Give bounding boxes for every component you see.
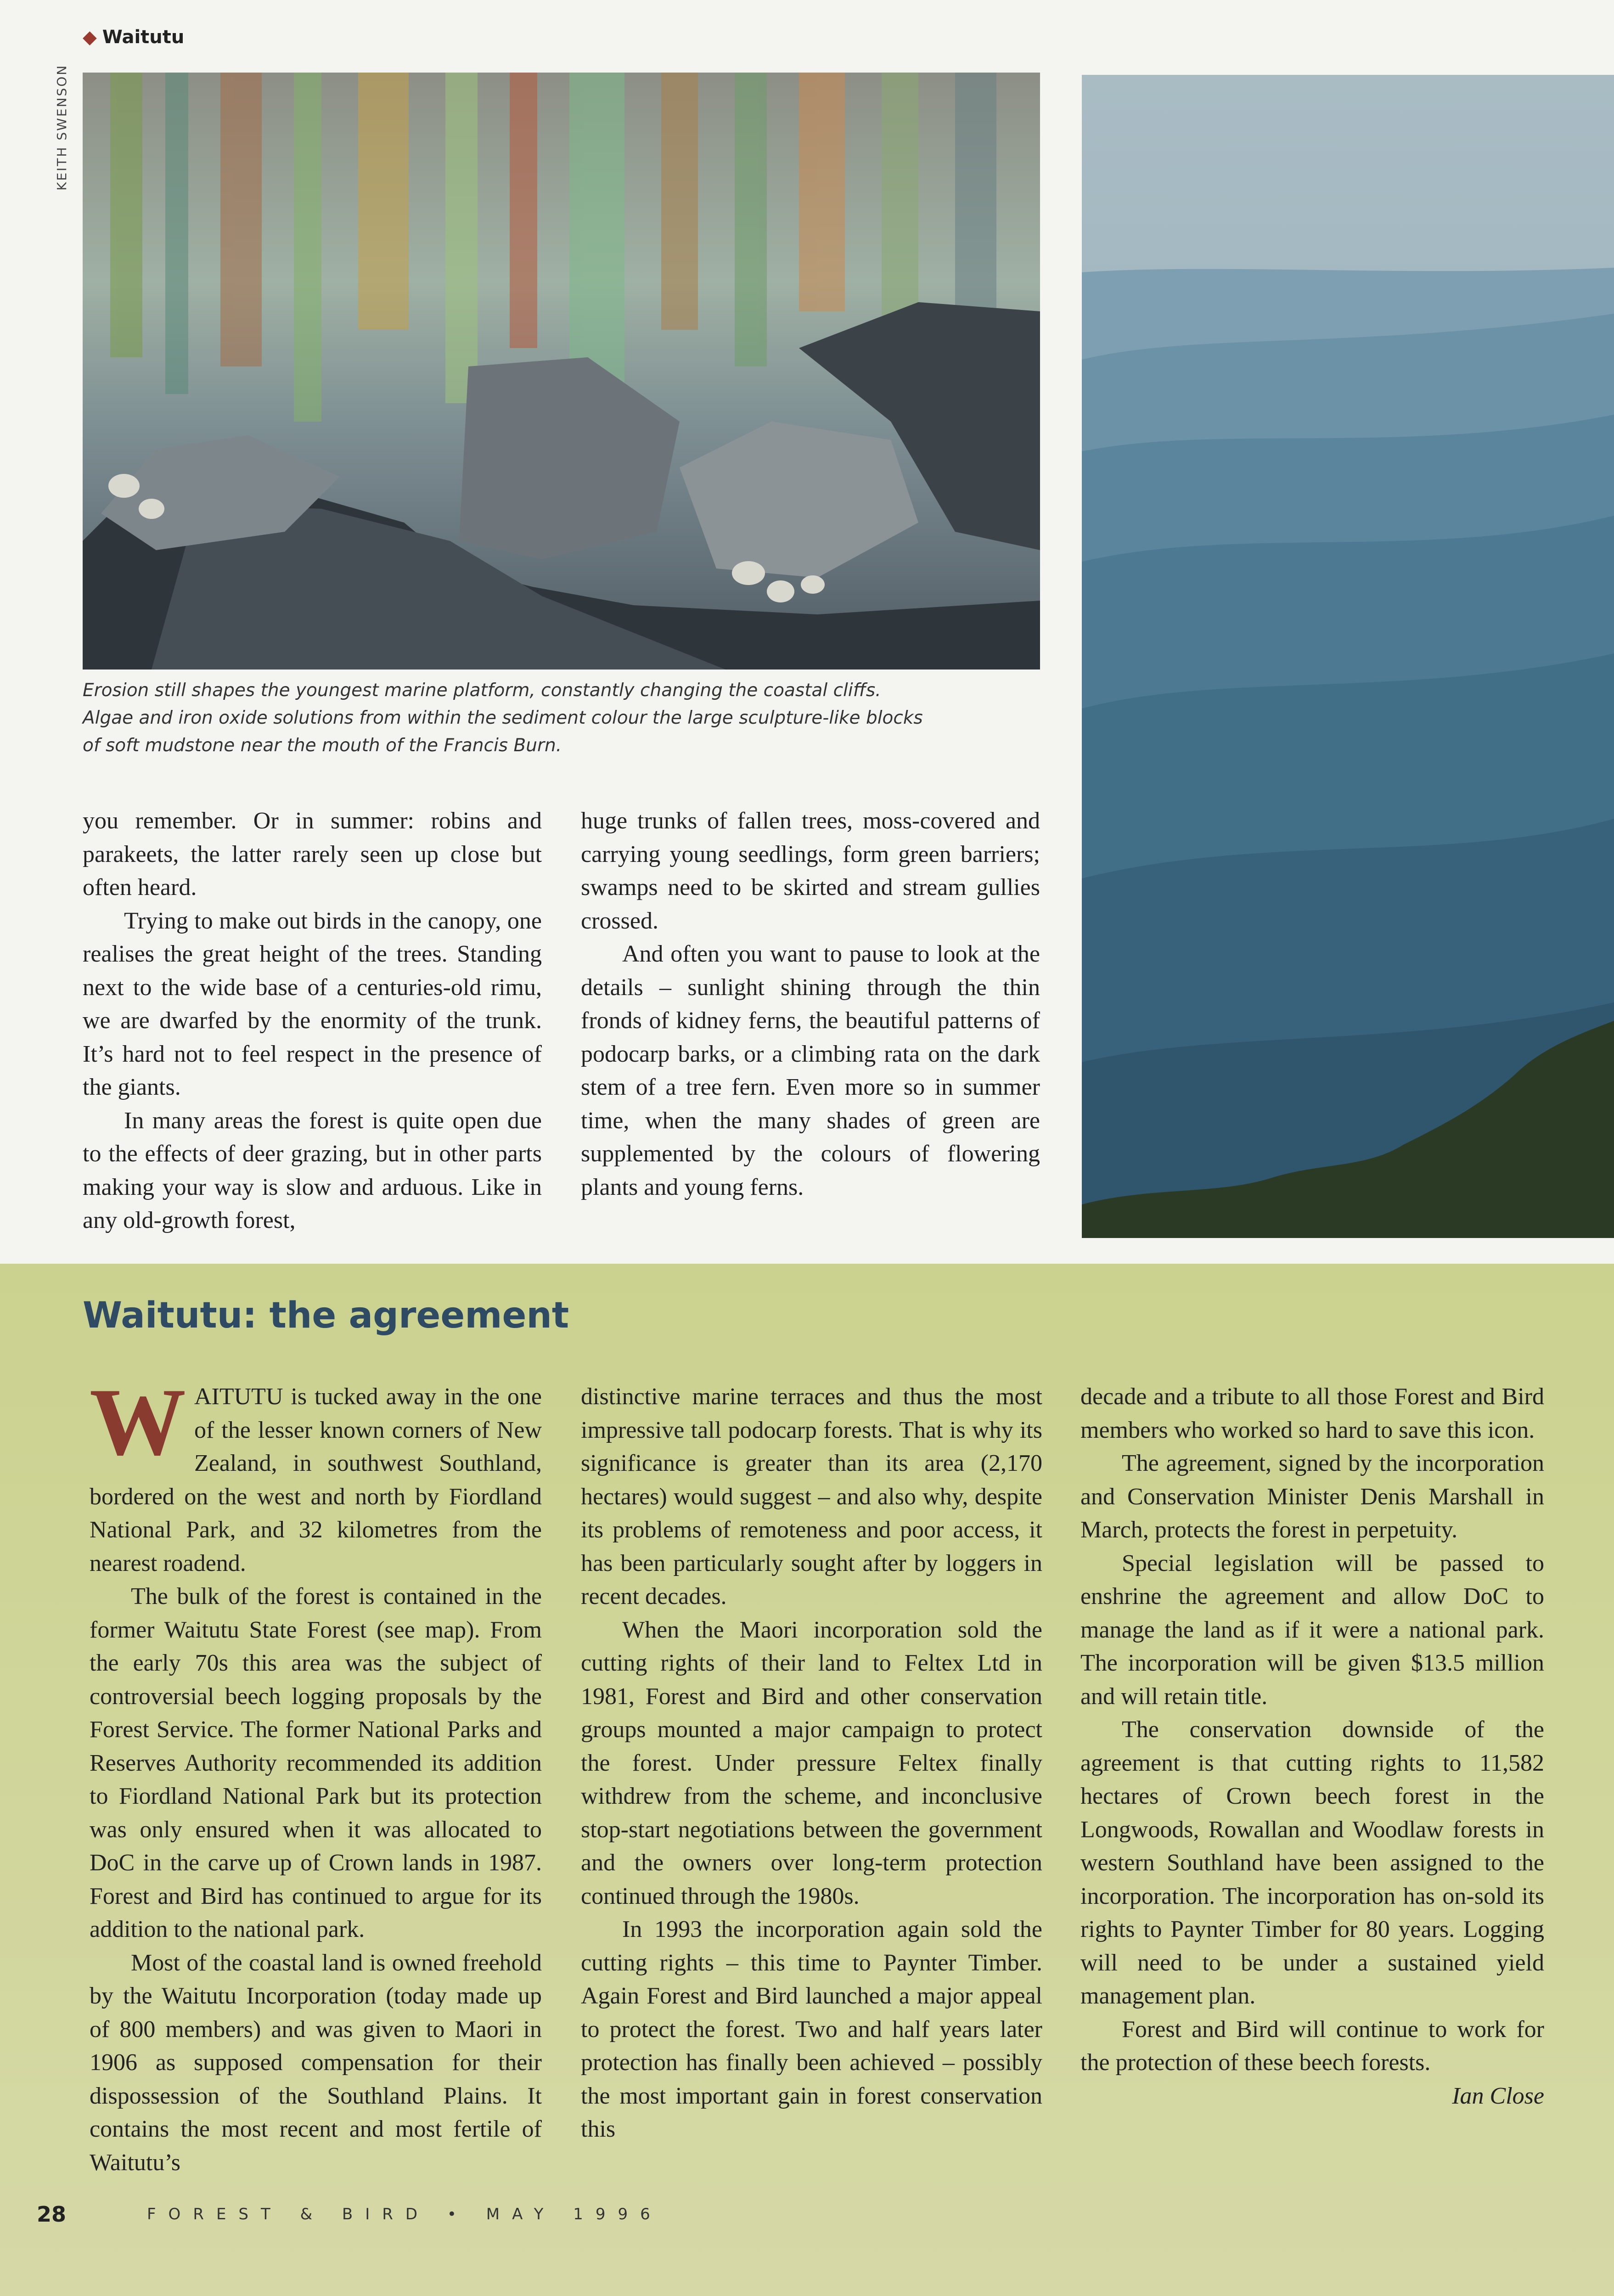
article-column-1 (83, 805, 542, 1238)
cliff-photo (83, 73, 1040, 670)
caption-line: of soft mudstone near the mouth of the Francis Burn. (83, 735, 562, 756)
paragraph: In 1993 the incorporation again sold the cutting rights – this time to Paynter Timber. Again Forest and Bird launched a major appeal to protect the forest. Two and half years later protection has finally been achieved – possibly the most important gain in forest conservation this (581, 1916, 1042, 2142)
caption-line: Algae and iron oxide solutions from within the sediment colour the large sculpture-like blocks (83, 708, 923, 728)
photo-credit-text: KEITH SWENSON (54, 64, 69, 191)
photo-caption (83, 677, 1047, 760)
sidebar-column-3 (1080, 1380, 1544, 2113)
sidebar-column-1 (90, 1369, 542, 2179)
author-signature: Ian Close (1452, 2082, 1544, 2109)
paragraph: Trying to make out birds in the canopy, one realises the great height of the trees. Standing next to the wide base of a centuries-old rimu, we are dwarfed by the enormity of the trunk. It’s hard not to feel respect in the presence of the giants. (83, 907, 542, 1100)
paragraph: Most of the coastal land is owned freehold by the Waitutu Incorporation (today made up of 800 members) and was given to Maori in 1906 as supposed compensation for their dispossession of the Southland Plains. It contains the most recent and most fertile of Waitutu’s (90, 1949, 542, 2176)
caption-line: Erosion still shapes the youngest marine platform, constantly changing the coastal cliffs. (83, 680, 881, 701)
paragraph: Special legislation will be passed to enshrine the agreement and allow DoC to manage the land as if it were a national park. The incorporation will be given $13.5 million and will retain title. (1080, 1550, 1544, 1710)
forest-ridges-photo (1082, 75, 1614, 1238)
paragraph: decade and a tribute to all those Forest and Bird members who worked so hard to save this icon. (1080, 1384, 1544, 1443)
paragraph: you remember. Or in summer: robins and parakeets, the latter rarely seen up close but often heard. (83, 808, 542, 900)
paragraph: The conservation downside of the agreement is that cutting rights to 11,582 hectares of Crown beech forest in the Longwoods, Rowallan and Woodlaw forests in western Southland have been assigned to the incorporation. The incorporation has on-sold its rights to Paynter Timber for 80 years. Logging will need to be under a sustained yield management plan. (1080, 1716, 1544, 2009)
photo-credit (54, 64, 74, 191)
magazine-footer: FOREST & BIRD • MAY 1996 (147, 2205, 663, 2223)
sidebar-column-2 (581, 1380, 1042, 2146)
paragraph: huge trunks of fallen trees, moss-covered and carrying young seedlings, form green barriers; swamps need to be skirted and stream gullies crossed. (581, 808, 1040, 934)
paragraph: In many areas the forest is quite open due to the effects of deer grazing, but in other parts making your way is slow and arduous. Like in any old-growth forest, (83, 1107, 542, 1233)
lead-paragraph (90, 1369, 542, 1580)
paragraph: The agreement, signed by the incorporation and Conservation Minister Denis Marshall in March, protects the forest in perpetuity. (1080, 1450, 1544, 1543)
drop-cap: W (90, 1369, 186, 1475)
paragraph: The bulk of the forest is contained in the former Waitutu State Forest (see map). From the early 70s this area was the subject of controversial beech logging proposals by the Forest Service. The former National Parks and Reserves Authority recommended its addition to Fiordland National Park but its protection was only ensured when it was allocated to DoC in the carve up of Crown lands in 1987. Forest and Bird has continued to argue for its addition to the national park. (90, 1583, 542, 1942)
diamond-icon: ◆ (83, 27, 97, 48)
paragraph: Forest and Bird will continue to work for the protection of these beech forests. (1080, 2016, 1544, 2076)
lead-text: AITUTU is tucked away in the one of the lesser known corners of New Zealand, in southwest Southland, bordered on the west and north by Fiordland National Park, and 32 kilometres from the nearest roadend. (90, 1384, 542, 1576)
sidebar-title: Waitutu: the agreement (83, 1295, 569, 1336)
paragraph: When the Maori incorporation sold the cutting rights of their land to Feltex Ltd in 1981, Forest and Bird and other conservation groups mounted a major campaign to protect the forest. Under pressure Feltex finally withdrew from the scheme, and inconclusive stop-start negotiations between the government and the owners over long-term protection continued through the 1980s. (581, 1616, 1042, 1909)
paragraph: distinctive marine terraces and thus the most impressive tall podocarp forests. That is why its significance is greater than its area (2,170 hectares) would suggest – and also why, despite its problems of remoteness and poor access, it has been particularly sought after by loggers in recent decades. (581, 1384, 1042, 1609)
section-label: Waitutu (102, 27, 185, 48)
paragraph: And often you want to pause to look at the details – sunlight shining through the thin fronds of kidney ferns, the beautiful patterns of podocarp barks, or a climbing rata on the dark stem of a tree fern. Even more so in summer time, when the many shades of green are supplemented by the colours of flowering plants and young ferns. (581, 941, 1040, 1200)
article-column-2 (581, 805, 1040, 1204)
section-header (83, 27, 184, 48)
page-number: 28 (37, 2202, 67, 2227)
